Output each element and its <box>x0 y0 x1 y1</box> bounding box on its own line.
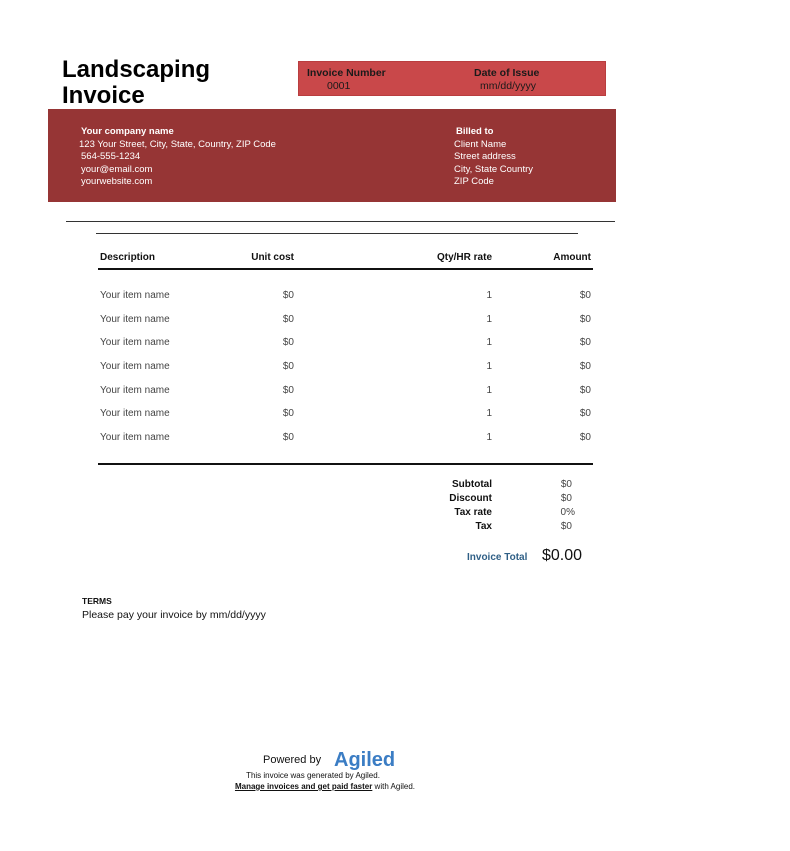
item-qty: 1 <box>486 432 492 443</box>
tax-label: Tax <box>475 521 492 532</box>
company-website: yourwebsite.com <box>81 176 153 187</box>
subtotal-label: Subtotal <box>452 479 492 490</box>
header-rule <box>98 268 593 270</box>
header-description: Description <box>100 252 156 263</box>
company-info-band <box>48 109 616 202</box>
invoice-total-label: Invoice Total <box>467 552 528 563</box>
tax-rate-value: 0% <box>560 507 575 518</box>
manage-invoices-link[interactable]: Manage invoices and get paid faster <box>234 782 373 791</box>
terms-text: Please pay your invoice by mm/dd/yyyy <box>82 609 266 621</box>
item-description: Your item name <box>100 408 170 419</box>
item-amount: $0 <box>579 385 591 396</box>
tax-value: $0 <box>560 521 572 532</box>
item-unit-cost: $0 <box>282 290 294 301</box>
invoice-title <box>62 57 292 109</box>
item-unit-cost: $0 <box>282 314 294 325</box>
item-qty: 1 <box>486 408 492 419</box>
company-phone: 564-555-1234 <box>81 151 141 162</box>
invoice-total-value: $0.00 <box>542 547 583 564</box>
item-description: Your item name <box>100 290 170 301</box>
title-line-1: Landscaping <box>62 56 211 83</box>
tax-rate-label: Tax rate <box>454 507 492 518</box>
item-qty: 1 <box>486 361 492 372</box>
invoice-number-value: 0001 <box>327 80 351 92</box>
client-name: Client Name <box>454 138 507 150</box>
company-street: 123 Your Street, City, State, Country, ZIP Code <box>79 138 276 150</box>
billed-to-label: Billed to <box>456 126 494 137</box>
item-unit-cost: $0 <box>282 337 294 348</box>
subtotal-value: $0 <box>560 479 572 490</box>
item-amount: $0 <box>579 361 591 372</box>
client-zip: ZIP Code <box>454 176 494 187</box>
footer-cta-suffix: with Agiled. <box>372 782 416 791</box>
invoice-number-label: Invoice Number <box>307 67 386 79</box>
invoice-meta-box <box>298 61 606 96</box>
company-name: Your company name <box>81 126 174 137</box>
item-unit-cost: $0 <box>282 432 294 443</box>
footer-cta <box>190 782 460 791</box>
item-amount: $0 <box>579 290 591 301</box>
divider-line <box>66 221 615 222</box>
title-line-2: Invoice <box>62 82 145 109</box>
item-description: Your item name <box>100 432 170 443</box>
header-amount: Amount <box>553 252 591 263</box>
powered-by-text: Powered by <box>263 754 322 766</box>
date-of-issue-value: mm/dd/yyyy <box>480 80 537 92</box>
discount-label: Discount <box>449 493 492 504</box>
header-unit-cost: Unit cost <box>251 252 294 263</box>
header-qty: Qty/HR rate <box>436 252 492 263</box>
discount-value: $0 <box>560 493 572 504</box>
agiled-logo: Agiled <box>334 749 396 771</box>
item-unit-cost: $0 <box>282 361 294 372</box>
item-unit-cost: $0 <box>282 408 294 419</box>
company-details <box>81 126 276 189</box>
item-qty: 1 <box>486 290 492 301</box>
table-bottom-rule <box>98 463 593 465</box>
item-description: Your item name <box>100 361 170 372</box>
item-amount: $0 <box>579 337 591 348</box>
billed-to-details <box>454 126 533 189</box>
terms-heading: TERMS <box>82 596 112 606</box>
client-street: Street address <box>454 151 516 162</box>
item-description: Your item name <box>100 337 170 348</box>
company-email: your@email.com <box>81 163 153 175</box>
item-amount: $0 <box>579 314 591 325</box>
date-of-issue-label: Date of Issue <box>474 67 540 79</box>
item-description: Your item name <box>100 314 170 325</box>
item-amount: $0 <box>579 432 591 443</box>
item-qty: 1 <box>486 337 492 348</box>
generated-note: This invoice was generated by Agiled. <box>246 771 380 780</box>
item-qty: 1 <box>486 385 492 396</box>
item-description: Your item name <box>100 385 170 396</box>
divider-line-inner <box>96 233 578 234</box>
client-city: City, State Country <box>454 163 534 175</box>
item-amount: $0 <box>579 408 591 419</box>
item-qty: 1 <box>486 314 492 325</box>
item-unit-cost: $0 <box>282 385 294 396</box>
